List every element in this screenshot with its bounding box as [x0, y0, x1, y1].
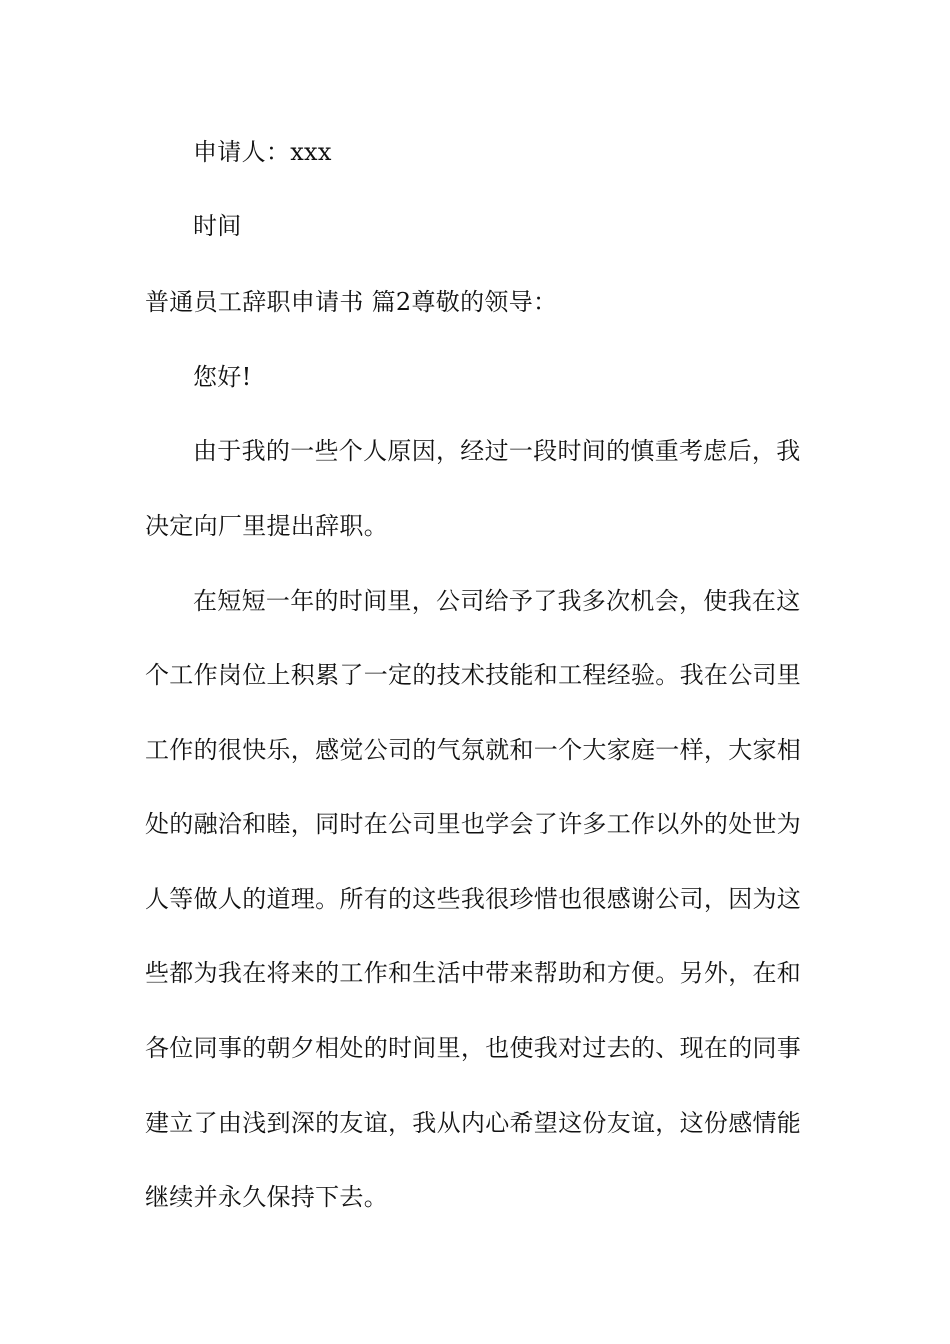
paragraph-line: 处的融洽和睦，同时在公司里也学会了许多工作以外的处世为 — [145, 810, 802, 838]
date-label: 时间 — [193, 212, 242, 240]
paragraph-line: 由于我的一些个人原因，经过一段时间的慎重考虑后，我 — [193, 437, 801, 465]
paragraph-line: 工作的很快乐，感觉公司的气氛就和一个大家庭一样，大家相 — [145, 736, 802, 764]
paragraph-line: 继续并永久保持下去。 — [145, 1183, 388, 1211]
paragraph-line: 人等做人的道理。所有的这些我很珍惜也很感谢公司，因为这 — [145, 885, 802, 913]
paragraph-line: 些都为我在将来的工作和生活中带来帮助和方便。另外，在和 — [145, 959, 802, 987]
paragraph-line: 决定向厂里提出辞职。 — [145, 512, 388, 540]
paragraph-line: 各位同事的朝夕相处的时间里，也使我对过去的、现在的同事 — [145, 1034, 802, 1062]
paragraph-line: 个工作岗位上积累了一定的技术技能和工程经验。我在公司里 — [145, 661, 802, 689]
greeting: 您好! — [193, 363, 252, 391]
applicant-signature: 申请人：xxx — [193, 138, 332, 166]
section-heading: 普通员工辞职申请书 篇2尊敬的领导： — [145, 288, 558, 316]
paragraph-line: 在短短一年的时间里，公司给予了我多次机会，使我在这 — [193, 587, 801, 615]
paragraph-line: 建立了由浅到深的友谊，我从内心希望这份友谊，这份感情能 — [145, 1109, 802, 1137]
